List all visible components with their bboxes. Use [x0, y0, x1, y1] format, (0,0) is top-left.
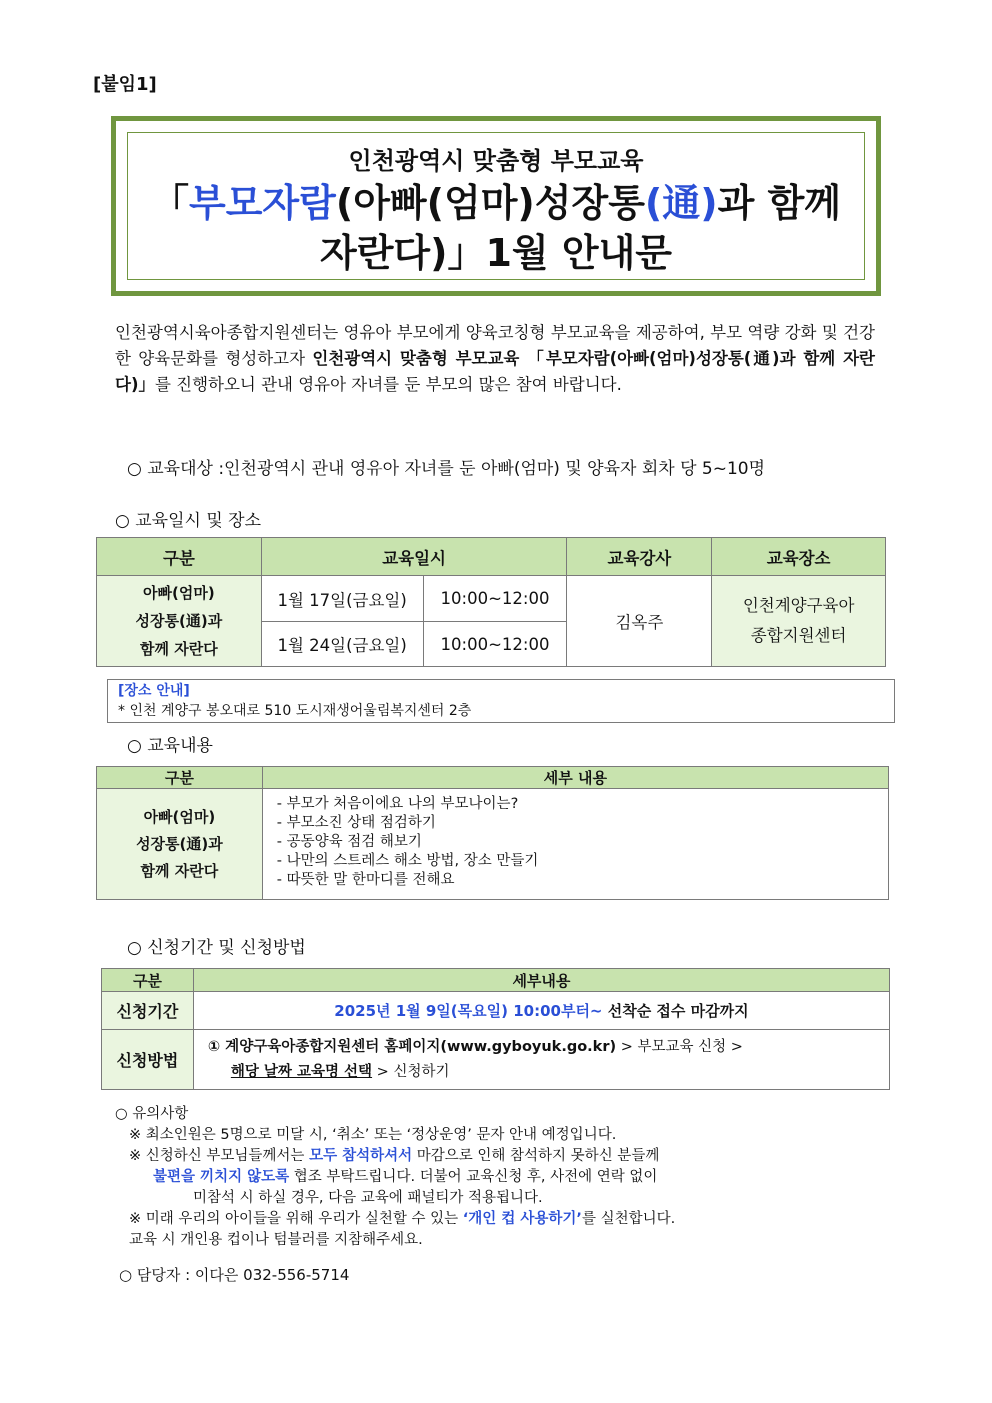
venue-line: 종합지원센터 — [750, 626, 847, 645]
place-note-title: [장소 안내] — [118, 683, 190, 699]
apply-method-step: > 부모교육 신청 > — [616, 1038, 743, 1055]
schedule-program-cell — [97, 576, 262, 667]
schedule-instructor: 김옥주 — [567, 576, 712, 667]
schedule-time: 10:00~12:00 — [423, 576, 567, 622]
content-header-row — [97, 767, 889, 789]
intro-text2: 를 진행하오니 관내 영유아 자녀를 둔 부모의 많은 참여 바랍니다. — [154, 375, 622, 394]
note-text: ※ 신청하신 부모님들께서는 — [129, 1148, 310, 1164]
title-main — [128, 178, 864, 278]
note-line: ※ 최소인원은 5명으로 미달 시, ‘취소’ 또는 ‘정상운영’ 문자 안내 예정입니다. — [129, 1127, 617, 1143]
apply-method-cell — [193, 1030, 889, 1090]
note-line: 미참석 시 하실 경우, 다음 교육에 패널티가 적용됩니다. — [193, 1190, 543, 1206]
program-line: 아빠(엄마) — [143, 584, 215, 602]
apply-header-detail: 세부내용 — [193, 969, 889, 992]
content-program-cell — [97, 789, 263, 900]
apply-period-label: 신청기간 — [102, 992, 194, 1030]
apply-method-line1 — [208, 1035, 889, 1060]
intro-bold: 인천광역시 맞춤형 부모교육 「부모자람(아빠(엄마)성장통(通)과 함께 자란다)」 — [115, 349, 875, 394]
program-line: 성장통(通)과 — [136, 834, 223, 853]
place-note-box — [107, 679, 895, 723]
intro-paragraph — [115, 320, 875, 398]
contact-line: ○ 담당자 : 이다은 032-556-5714 — [119, 1266, 350, 1284]
schedule-header-instructor: 교육강사 — [567, 538, 712, 576]
note-text: ※ 미래 우리의 아이들을 위해 우리가 실천할 수 있는 — [129, 1211, 463, 1227]
note-emphasis: 불편을 끼치지 않도록 — [153, 1169, 290, 1185]
list-item: - 공동양육 점검 해보기 — [276, 834, 422, 850]
schedule-heading: ○ 교육일시 및 장소 — [115, 511, 261, 531]
content-header-detail: 세부 내용 — [262, 767, 888, 789]
apply-method-label: 신청방법 — [102, 1030, 194, 1090]
list-item: - 부모가 처음이에요 나의 부모나이는? — [276, 796, 519, 812]
note-text: 를 실천합니다. — [581, 1211, 676, 1227]
note-text: 마감으로 인해 참석하지 못하신 분들께 — [412, 1148, 660, 1164]
schedule-header-datetime: 교육일시 — [261, 538, 567, 576]
schedule-date: 1월 17일(금요일) — [261, 576, 423, 622]
intro-text1: 인천광역시육아종합지원센터는 영유아 부모에게 양육코칭형 부모교육을 제공하여, 부모 역량 강화 및 건강한 양육문화를 형성하고자 — [115, 323, 875, 368]
title-part2: (아빠(엄마)성장통 — [335, 181, 645, 225]
apply-header-category: 구분 — [102, 969, 194, 992]
notes-section — [115, 1104, 835, 1251]
note-line: 교육 시 개인용 컵이나 텀블러를 지참해주세요. — [129, 1232, 423, 1248]
place-note-address: * 인천 계양구 봉오대로 510 도시재생어울림복지센터 2층 — [118, 703, 472, 719]
note-emphasis: 모두 참석하셔서 — [309, 1148, 413, 1164]
note-text: 협조 부탁드립니다. 더불어 교육신청 후, 사전에 연락 없이 — [289, 1169, 658, 1185]
content-detail-cell — [262, 789, 888, 900]
attachment-label: [붙임1] — [93, 74, 157, 95]
apply-method-final: > 신청하기 — [372, 1063, 450, 1080]
venue-line: 인천계양구육아 — [742, 596, 855, 615]
note-line — [115, 1146, 835, 1167]
title-line2: 자란다)」1월 안내문 — [320, 231, 672, 275]
schedule-header-row — [97, 538, 886, 576]
table-row — [102, 992, 890, 1030]
list-item: - 따뜻한 말 한마디를 전해요 — [276, 872, 455, 888]
schedule-table — [96, 537, 886, 667]
program-line: 함께 자란다 — [140, 640, 218, 658]
apply-method-line2 — [208, 1060, 889, 1085]
schedule-header-venue: 교육장소 — [712, 538, 886, 576]
note-line — [115, 1167, 835, 1188]
apply-heading: ○ 신청기간 및 신청방법 — [127, 938, 306, 958]
target-line: ○ 교육대상 :인천광역시 관내 영유아 자녀를 둔 아빠(엄마) 및 양육자 회차 당 5~10명 — [127, 459, 766, 479]
schedule-header-category: 구분 — [97, 538, 262, 576]
table-row — [97, 789, 889, 900]
apply-method-select: 해당 날짜 교육명 선택 — [230, 1063, 373, 1080]
title-part1: 부모자람 — [189, 181, 336, 225]
apply-period-cell — [193, 992, 889, 1030]
note-emphasis: ‘개인 컵 사용하기’ — [462, 1211, 582, 1227]
program-line: 아빠(엄마) — [143, 807, 216, 826]
content-heading: ○ 교육내용 — [127, 736, 213, 756]
title-box — [111, 116, 881, 296]
title-part4: 과 함께 — [717, 181, 842, 225]
schedule-venue-cell — [712, 576, 886, 667]
program-line: 성장통(通)과 — [135, 612, 223, 630]
title-open-bracket: 「 — [150, 181, 189, 225]
apply-table — [101, 968, 890, 1090]
note-line — [115, 1209, 835, 1230]
schedule-date: 1월 24일(금요일) — [261, 622, 423, 667]
title-inner-frame — [127, 132, 865, 280]
apply-period-date: 2025년 1월 9일(목요일) 10:00부터~ — [334, 1002, 608, 1020]
table-row — [102, 1030, 890, 1090]
apply-header-row — [102, 969, 890, 992]
notes-heading: ○ 유의사항 — [115, 1106, 189, 1122]
content-table — [96, 766, 889, 900]
content-header-category: 구분 — [97, 767, 263, 789]
apply-method-site: ① 계양구육아종합지원센터 홈페이지(www.gyboyuk.go.kr) — [207, 1038, 617, 1055]
list-item: - 나만의 스트레스 해소 방법, 장소 만들기 — [276, 853, 539, 869]
list-item: - 부모소진 상태 점검하기 — [276, 815, 436, 831]
title-subtitle: 인천광역시 맞춤형 부모교육 — [348, 147, 644, 175]
apply-period-rest: 선착순 접수 마감까지 — [607, 1002, 749, 1020]
schedule-time: 10:00~12:00 — [423, 622, 567, 667]
program-line: 함께 자란다 — [140, 861, 219, 880]
title-part3: (通) — [644, 181, 718, 225]
table-row — [97, 576, 886, 622]
